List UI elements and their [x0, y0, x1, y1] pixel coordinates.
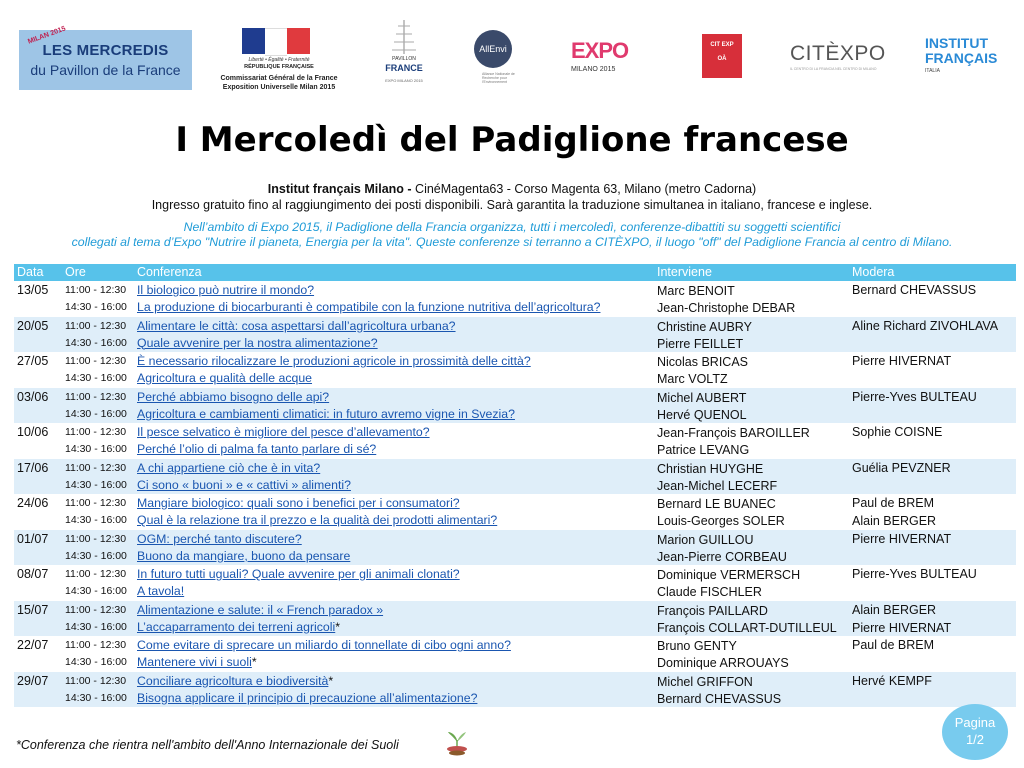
table-row-group: [14, 317, 1016, 353]
speaker: Dominique VERMERSCH: [657, 568, 801, 582]
speaker: Bernard CHEVASSUS: [657, 691, 782, 706]
speaker: Michel AUBERT: [657, 390, 747, 405]
table-row-group: [14, 494, 1016, 530]
session-date: 08/07: [17, 567, 49, 581]
header-speakers: Interviene: [657, 265, 712, 279]
conference-cell: [137, 354, 531, 368]
speaker: Jean-Michel LECERF: [657, 478, 778, 493]
page-label: Pagina: [954, 715, 996, 730]
marianne-flag-icon: [242, 28, 310, 54]
conference-cell: [137, 336, 378, 350]
intro-line1: Nell’ambito di Expo 2015, il Padiglione della Francia organizza, tutti i mercoledì, conferenze-dibattiti su soggetti scientifici: [183, 220, 841, 234]
venue-institute: Institut français Milano -: [267, 182, 416, 196]
conference-cell: [137, 549, 350, 563]
conference-link[interactable]: Alimentazione e salute: il « French paradox »: [137, 602, 384, 617]
pavillon-line2: FRANCE: [385, 63, 423, 73]
table-row-group: [14, 459, 1016, 495]
speaker: Christine AUBRY: [657, 319, 752, 334]
speaker: Jean-Christophe DEBAR: [657, 301, 796, 315]
session-time: 14:30 - 16:00: [65, 514, 127, 526]
conference-cell: [137, 390, 329, 404]
speaker: Louis-Georges SOLER: [657, 514, 785, 528]
speaker: Michel GRIFFON: [657, 674, 753, 689]
table-row: [14, 335, 1016, 353]
mercredis-line1: LES MERCREDIS: [42, 42, 169, 59]
allenvi-sub: Alliance Nationale de Recherche pour l'Environnement: [482, 72, 515, 84]
conference-link[interactable]: Qual è la relazione tra il prezzo e la qualità dei prodotti alimentari?: [137, 513, 498, 527]
session-date: 29/07: [17, 673, 49, 688]
table-header: [14, 264, 1016, 281]
table-row: [14, 690, 1016, 708]
conference-link[interactable]: Agricoltura e qualità delle acque: [137, 371, 313, 385]
table-row-group: [14, 565, 1016, 601]
session-time: 14:30 - 16:00: [65, 585, 127, 597]
header-date: Data: [17, 265, 44, 279]
table-row: [14, 654, 1016, 672]
header-time: Ore: [65, 265, 86, 279]
session-time: 11:00 - 12:30: [65, 603, 127, 616]
moderator: Paul de BREM: [852, 638, 934, 652]
table-row: [14, 460, 1016, 478]
session-time: 11:00 - 12:30: [65, 355, 127, 367]
institut-line1: INSTITUT: [925, 35, 988, 51]
session-date: 17/06: [17, 460, 49, 475]
session-date: 15/07: [17, 602, 49, 617]
soil-year-marker: *: [335, 619, 341, 634]
table-row: [14, 406, 1016, 424]
pavillon-line3: EXPO MILANO 2015: [385, 78, 423, 83]
table-row: [14, 495, 1016, 513]
conference-link[interactable]: Perché abbiamo bisogno delle api?: [137, 389, 330, 404]
session-time: 11:00 - 12:30: [65, 319, 127, 332]
moderator: Guélia PEVZNER: [852, 460, 951, 475]
session-time: 11:00 - 12:30: [65, 284, 127, 296]
moderator: Sophie COISNE: [852, 425, 943, 439]
commissariat-text: [218, 74, 340, 92]
session-time: 14:30 - 16:00: [65, 478, 127, 491]
session-time: 11:00 - 12:30: [65, 568, 127, 580]
table-row: [14, 673, 1016, 691]
schedule-table: [14, 264, 1016, 707]
allenvi-name: AllEnvi: [474, 30, 512, 68]
speaker: Jean-Pierre CORBEAU: [657, 549, 787, 564]
table-row-group: [14, 423, 1016, 459]
conference-link[interactable]: Perché l’olio di palma fa tanto parlare di sé?: [137, 442, 377, 456]
speaker: Pierre FEILLET: [657, 336, 744, 351]
table-row: [14, 531, 1016, 549]
speaker: Christian HUYGHE: [657, 461, 764, 476]
table-row: [14, 602, 1016, 620]
conference-cell: [137, 478, 351, 492]
conference-cell: [137, 425, 430, 439]
allenvi-logo: [474, 30, 524, 92]
conference-cell: [137, 442, 376, 456]
mercredis-line2: du Pavillon de la France: [30, 62, 181, 78]
table-row: [14, 548, 1016, 566]
table-row-group: [14, 352, 1016, 388]
session-date: 10/06: [17, 425, 49, 439]
conference-cell: [137, 584, 184, 598]
pavillon-france-logo: [382, 18, 426, 100]
conference-cell: [137, 300, 600, 314]
citexpo-name: CITÈXPO: [790, 42, 886, 65]
intro-text: [0, 220, 1024, 250]
table-row: [14, 477, 1016, 495]
citexpo-logo: [790, 42, 884, 74]
session-time: 14:30 - 16:00: [65, 301, 127, 313]
table-row: [14, 389, 1016, 407]
expo-logo: [571, 38, 651, 78]
speaker: Patrice LEVANG: [657, 443, 750, 457]
citexpo-red-logo: [702, 34, 742, 78]
table-row: [14, 637, 1016, 655]
session-time: 14:30 - 16:00: [65, 620, 127, 633]
citexpo-sub: IL CENTRO DI LA FRANCIA NEL CENTRO DI MILANO: [790, 67, 877, 71]
conference-link[interactable]: Mantenere vivi i suoli: [137, 655, 252, 669]
conference-cell: [137, 638, 511, 652]
conference-cell: [137, 674, 333, 688]
conference-cell: [137, 496, 460, 510]
session-date: 03/06: [17, 389, 49, 404]
session-time: 14:30 - 16:00: [65, 443, 127, 455]
session-date: 27/05: [17, 354, 49, 368]
session-time: 14:30 - 16:00: [65, 691, 127, 704]
session-time: 14:30 - 16:00: [65, 656, 127, 668]
conference-link[interactable]: La produzione di biocarburanti è compatibile con la funzione nutritiva dell’agricoltura?: [137, 300, 601, 314]
session-time: 11:00 - 12:30: [65, 497, 127, 509]
table-row-group: [14, 672, 1016, 708]
footnote: *Conferenza che rientra nell'ambito dell'Anno Internazionale dei Suoli: [16, 738, 399, 752]
session-time: 14:30 - 16:00: [65, 407, 127, 420]
session-time: 11:00 - 12:30: [65, 390, 127, 403]
conference-link[interactable]: Agricoltura e cambiamenti climatici: in futuro avremo vigne in Svezia?: [137, 406, 515, 421]
conference-link[interactable]: Mangiare biologico: quali sono i benefici per i consumatori?: [137, 496, 460, 510]
speaker: Claude FISCHLER: [657, 585, 762, 599]
conference-cell: [137, 691, 477, 705]
conference-cell: [137, 603, 383, 617]
session-time: 14:30 - 16:00: [65, 336, 127, 349]
conference-cell: [137, 371, 312, 385]
venue-address: CinéMagenta63 - Corso Magenta 63, Milano (metro Cadorna): [415, 182, 757, 196]
speaker: Dominique ARROUAYS: [657, 656, 789, 670]
conference-link[interactable]: Il pesce selvatico è migliore del pesce d’allevamento?: [137, 425, 430, 439]
table-row: [14, 299, 1016, 317]
soil-year-marker: *: [328, 673, 334, 688]
speaker: François PAILLARD: [657, 603, 768, 618]
session-date: 22/07: [17, 638, 49, 652]
table-row-group: [14, 636, 1016, 672]
conference-link[interactable]: È necessario rilocalizzare le produzioni agricole in prossimità delle città?: [137, 354, 531, 368]
conference-link[interactable]: Il biologico può nutrire il mondo?: [137, 283, 315, 297]
session-time: 11:00 - 12:30: [65, 674, 127, 687]
page-title: I Mercoledì del Padiglione francese: [175, 120, 849, 160]
republique-name: RÉPUBLIQUE FRANÇAISE: [244, 64, 314, 70]
commissariat-line2: Exposition Universelle Milan 2015: [222, 84, 336, 91]
intro-line2: collegati al tema d’Expo "Nutrire il pianeta, Energia per la vita". Queste conferenze si terranno a CITÈXPO, il luogo "off" del Padiglione Francia al centro di Milano.: [71, 235, 953, 249]
conference-link[interactable]: Bisogna applicare il principio di precauzione all’alimentazione?: [137, 690, 478, 705]
table-row-group: [14, 601, 1016, 637]
conference-link[interactable]: OGM: perché tanto discutere?: [137, 531, 302, 546]
conference-cell: [137, 532, 302, 546]
conference-link[interactable]: Conciliare agricoltura e biodiversità: [137, 673, 329, 688]
conference-link[interactable]: L’accaparramento dei terreni agricoli: [137, 619, 336, 634]
soil-year-marker: *: [251, 655, 257, 669]
mercredis-badge: MILAN 2015: [26, 25, 67, 46]
table-row: [14, 424, 1016, 442]
conference-link[interactable]: A tavola!: [137, 584, 185, 598]
session-time: 11:00 - 12:30: [65, 426, 127, 438]
session-time: 11:00 - 12:30: [65, 639, 127, 651]
table-row: [14, 353, 1016, 371]
venue-line: [0, 182, 1024, 196]
conference-cell: [137, 283, 314, 297]
moderator: Aline Richard ZIVOHLAVA: [852, 318, 999, 333]
logo-strip: [0, 18, 1024, 100]
moderator: Alain BERGER: [852, 602, 937, 617]
conference-cell: [137, 655, 257, 669]
conference-cell: [137, 513, 497, 527]
speaker: Marc BENOIT: [657, 284, 735, 298]
speaker: François COLLART-DUTILLEUL: [657, 620, 837, 635]
moderator: Pierre-Yves BULTEAU: [852, 389, 977, 404]
table-row: [14, 583, 1016, 601]
table-row: [14, 512, 1016, 530]
institut-francais-logo: [925, 36, 1005, 82]
institut-line2: FRANÇAIS: [925, 50, 998, 66]
table-body: [14, 281, 1016, 707]
table-row: [14, 282, 1016, 300]
session-date: 20/05: [17, 318, 49, 333]
conference-link[interactable]: In futuro tutti uguali? Quale avvenire per gli animali clonati?: [137, 567, 460, 581]
table-row: [14, 318, 1016, 336]
moderator: Paul de BREM: [852, 496, 934, 510]
expo-sub: MILANO 2015: [571, 66, 616, 73]
moderator: Hervé KEMPF: [852, 673, 932, 688]
moderator: Pierre HIVERNAT: [852, 531, 952, 546]
moderator: Pierre-Yves BULTEAU: [852, 567, 977, 581]
table-row: [14, 441, 1016, 459]
speaker: Bruno GENTY: [657, 639, 737, 653]
table-row-group: [14, 530, 1016, 566]
speaker: Marion GUILLOU: [657, 532, 754, 547]
republique-motto: Liberté • Égalité • Fraternité: [248, 57, 310, 63]
conference-cell: [137, 620, 340, 634]
table-row: [14, 619, 1016, 637]
table-row-group: [14, 281, 1016, 317]
session-date: 24/06: [17, 496, 49, 510]
moderator: Bernard CHEVASSUS: [852, 283, 977, 297]
conference-link[interactable]: A chi appartiene ciò che è in vita?: [137, 460, 321, 475]
speaker: Hervé QUENOL: [657, 407, 747, 422]
conference-cell: [137, 461, 320, 475]
conference-link[interactable]: Alimentare le città: cosa aspettarsi dall’agricoltura urbana?: [137, 318, 456, 333]
table-row: [14, 566, 1016, 584]
session-date: 01/07: [17, 531, 49, 546]
session-date: 13/05: [17, 283, 49, 297]
conference-cell: [137, 407, 515, 421]
speaker: Marc VOLTZ: [657, 372, 728, 386]
conference-link[interactable]: Ci sono « buoni » e « cattivi » alimenti?: [137, 477, 351, 492]
republique-logo: [218, 28, 340, 98]
admission-note: Ingresso gratuito fino al raggiungimento dei posti disponibili. Sarà garantita la traduzione simultanea in italiano, francese e inglese.: [151, 198, 873, 212]
soil-year-icon: [445, 728, 469, 758]
session-time: 14:30 - 16:00: [65, 549, 127, 562]
session-time: 11:00 - 12:30: [65, 532, 127, 545]
speaker: Jean-François BAROILLER: [657, 426, 810, 440]
header-conference: Conferenza: [137, 265, 202, 279]
conference-link[interactable]: Quale avvenire per la nostra alimentazione?: [137, 335, 378, 350]
commissariat-line1: Commissariat Général de la France: [220, 75, 338, 82]
expo-name: EXPO: [571, 38, 629, 63]
conference-link[interactable]: Buono da mangiare, buono da pensare: [137, 548, 351, 563]
citexpo-red-text: CIT EXP OÀ: [710, 42, 734, 62]
table-row: [14, 370, 1016, 388]
header-moderator: Modera: [852, 265, 895, 279]
conference-cell: [137, 319, 456, 333]
mercredis-logo: [19, 25, 192, 90]
table-row-group: [14, 388, 1016, 424]
speaker: Nicolas BRICAS: [657, 355, 748, 369]
page-indicator: [942, 704, 1008, 760]
conference-link[interactable]: Come evitare di sprecare un miliardo di tonnellate di cibo ogni anno?: [137, 638, 511, 652]
conference-cell: [137, 567, 460, 581]
session-time: 14:30 - 16:00: [65, 372, 127, 384]
institut-line3: ITALIA: [925, 68, 940, 74]
moderator-second: Alain BERGER: [852, 514, 937, 528]
pavillon-tower-icon: [382, 18, 426, 56]
moderator-second: Pierre HIVERNAT: [852, 620, 952, 635]
speaker: Bernard LE BUANEC: [657, 497, 776, 511]
pavillon-line1: PAVILLON: [392, 56, 416, 62]
moderator: Pierre HIVERNAT: [852, 354, 952, 368]
session-time: 11:00 - 12:30: [65, 461, 127, 474]
page-number: 1/2: [965, 732, 985, 747]
